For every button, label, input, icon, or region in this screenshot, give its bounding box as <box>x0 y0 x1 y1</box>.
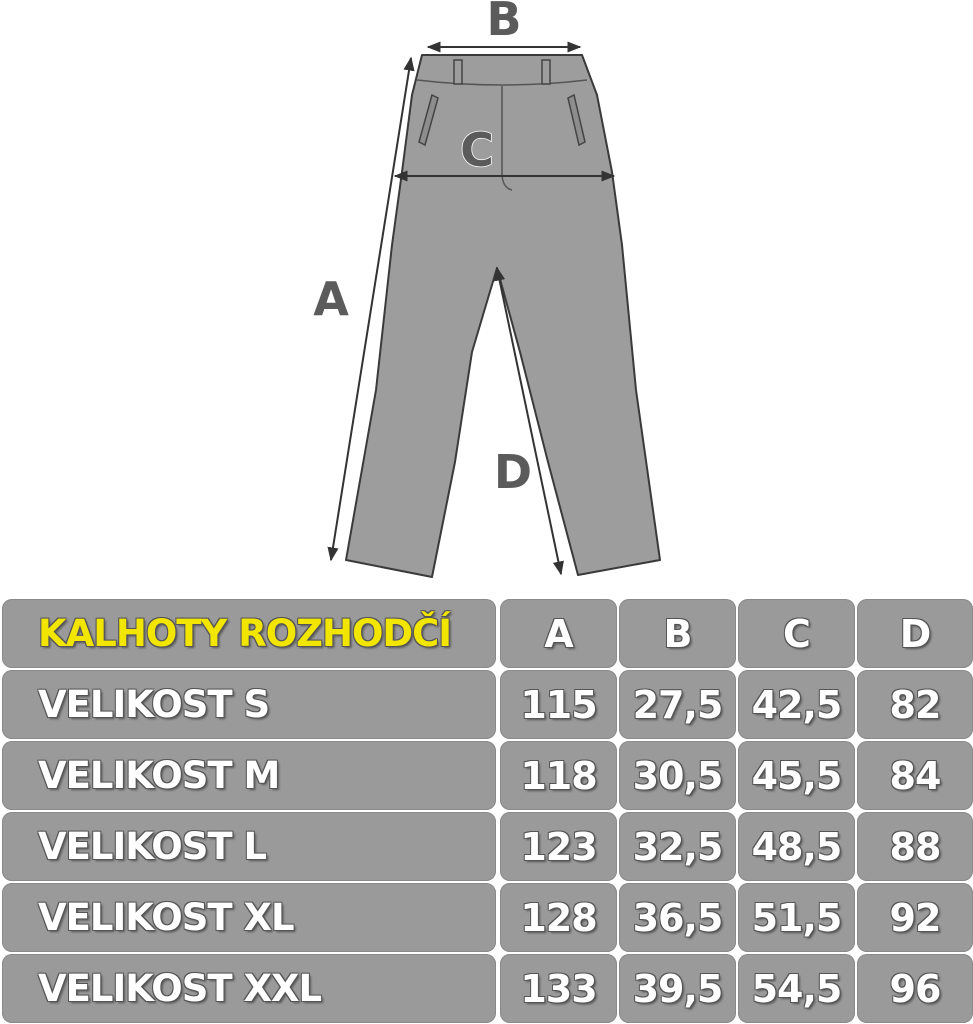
row-label: VELIKOST XXL <box>38 967 322 1010</box>
cell-value: 88 <box>889 824 941 869</box>
header-b: B <box>663 611 692 656</box>
cell-value: 27,5 <box>632 682 723 727</box>
cell-value: 48,5 <box>751 824 842 869</box>
row-label-cell <box>2 883 496 952</box>
cell-value: 118 <box>520 753 597 798</box>
table-cell <box>738 883 855 952</box>
cell-value: 96 <box>889 966 941 1011</box>
table-cell <box>619 883 736 952</box>
cell-value: 115 <box>520 682 597 727</box>
header-c-cell <box>738 599 855 668</box>
table-cell <box>857 812 973 881</box>
header-a: A <box>544 611 573 656</box>
row-label-cell <box>2 741 496 810</box>
cell-value: 128 <box>520 895 597 940</box>
belt-loop-left <box>454 60 462 84</box>
header-a-cell <box>500 599 617 668</box>
dimension-a-label: A <box>313 272 349 326</box>
row-label: VELIKOST M <box>38 754 280 797</box>
table-cell <box>619 741 736 810</box>
dimension-b-label: B <box>486 0 522 46</box>
table-title-cell <box>2 599 496 668</box>
cell-value: 30,5 <box>632 753 723 798</box>
table-cell <box>619 954 736 1023</box>
cell-value: 84 <box>889 753 941 798</box>
table-title: KALHOTY ROZHODČÍ <box>38 612 452 655</box>
dimension-d-label: D <box>493 445 533 499</box>
row-label: VELIKOST S <box>38 683 270 726</box>
table-cell <box>857 670 973 739</box>
cell-value: 51,5 <box>751 895 842 940</box>
header-d: D <box>899 611 931 656</box>
cell-value: 45,5 <box>751 753 842 798</box>
table-cell <box>500 883 617 952</box>
cell-value: 133 <box>520 966 597 1011</box>
table-cell <box>738 954 855 1023</box>
table-cell <box>738 812 855 881</box>
row-label-cell <box>2 670 496 739</box>
row-label-cell <box>2 812 496 881</box>
cell-value: 92 <box>889 895 941 940</box>
cell-value: 82 <box>889 682 941 727</box>
table-cell <box>738 741 855 810</box>
table-cell <box>500 741 617 810</box>
header-c: C <box>783 611 810 656</box>
row-label: VELIKOST XL <box>38 896 294 939</box>
table-cell <box>500 670 617 739</box>
row-label: VELIKOST L <box>38 825 267 868</box>
table-cell <box>738 670 855 739</box>
header-b-cell <box>619 599 736 668</box>
cell-value: 42,5 <box>751 682 842 727</box>
cell-value: 36,5 <box>632 895 723 940</box>
cell-value: 123 <box>520 824 597 869</box>
header-d-cell <box>857 599 973 668</box>
dimension-c-label: C <box>460 123 494 177</box>
table-cell <box>857 954 973 1023</box>
cell-value: 32,5 <box>632 824 723 869</box>
table-cell <box>619 812 736 881</box>
cell-value: 54,5 <box>751 966 842 1011</box>
table-cell <box>857 741 973 810</box>
table-cell <box>857 883 973 952</box>
table-cell <box>500 954 617 1023</box>
belt-loop-right <box>542 60 550 84</box>
row-label-cell <box>2 954 496 1023</box>
table-cell <box>619 670 736 739</box>
table-cell <box>500 812 617 881</box>
cell-value: 39,5 <box>632 966 723 1011</box>
